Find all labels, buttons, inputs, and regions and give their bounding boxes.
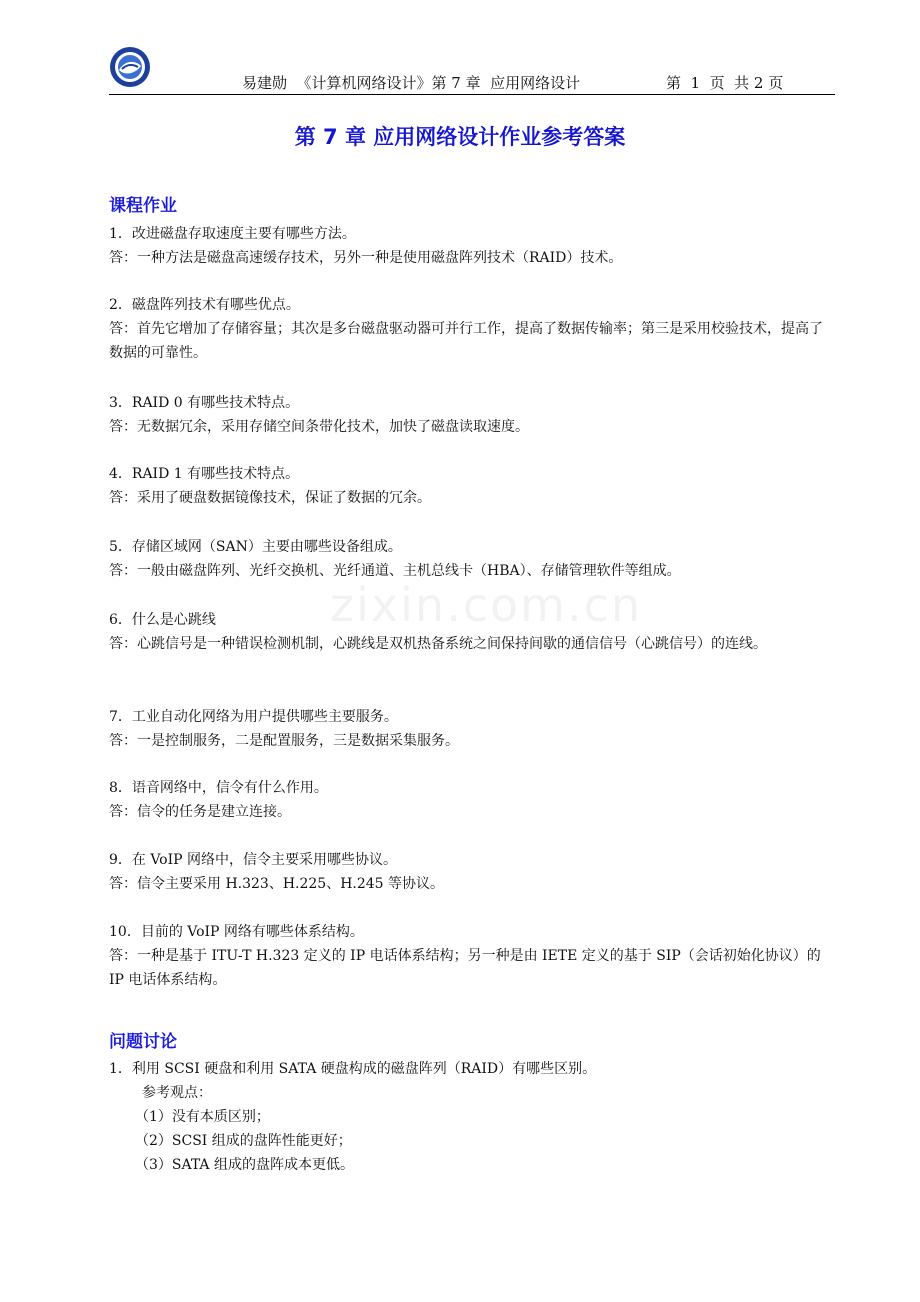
university-seal-icon bbox=[109, 46, 151, 88]
viewpoint-1: （1）没有本质区别； bbox=[135, 1109, 270, 1125]
qa-item-2 bbox=[109, 293, 835, 365]
viewpoint-2: （2）SCSI 组成的盘阵性能更好； bbox=[135, 1133, 352, 1149]
discussion-question: 1．利用 SCSI 硬盘和利用 SATA 硬盘构成的磁盘阵列（RAID）有哪些区别。 bbox=[109, 1061, 597, 1077]
qa-item-5 bbox=[109, 535, 835, 583]
qa-item-7 bbox=[109, 705, 835, 753]
question-text: 8．语音网络中，信令有什么作用。 bbox=[109, 780, 328, 796]
answer-text: 答：一种方法是磁盘高速缓存技术，另外一种是使用磁盘阵列技术（RAID）技术。 bbox=[109, 250, 623, 266]
qa-item-10 bbox=[109, 920, 835, 992]
qa-item-6 bbox=[109, 608, 835, 656]
question-text: 3．RAID 0 有哪些技术特点。 bbox=[109, 395, 300, 411]
answer-text: 答：首先它增加了存储容量；其次是多台磁盘驱动器可并行工作，提高了数据传输率；第三是采用校验技术，提高了数据的可靠性。 bbox=[109, 321, 823, 361]
question-text: 6．什么是心跳线 bbox=[109, 612, 216, 628]
qa-item-1 bbox=[109, 222, 835, 270]
section-heading-coursework: 课程作业 bbox=[109, 196, 177, 216]
answer-text: 答：一般由磁盘阵列、光纤交换机、光纤通道、主机总线卡（HBA）、存储管理软件等组成。 bbox=[109, 563, 681, 579]
qa-item-8 bbox=[109, 776, 835, 824]
watermark: zixin.com.cn bbox=[330, 578, 643, 632]
qa-item-9 bbox=[109, 848, 835, 896]
answer-text: 答：心跳信号是一种错误检测机制，心跳线是双机热备系统之间保持间歇的通信信号（心跳信号）的连线。 bbox=[109, 636, 767, 652]
answer-text: 答：一是控制服务，二是配置服务，三是数据采集服务。 bbox=[109, 733, 459, 749]
viewpoint-label: 参考观点： bbox=[142, 1085, 212, 1101]
answer-text: 答：采用了硬盘数据镜像技术，保证了数据的冗余。 bbox=[109, 490, 431, 506]
header-divider bbox=[109, 94, 835, 95]
qa-item-3 bbox=[109, 391, 835, 439]
question-text: 9．在 VoIP 网络中，信令主要采用哪些协议。 bbox=[109, 852, 398, 868]
page-title: 第 7 章 应用网络设计作业参考答案 bbox=[294, 125, 626, 149]
question-text: 5．存储区域网（SAN）主要由哪些设备组成。 bbox=[109, 539, 402, 555]
section-heading-discussion: 问题讨论 bbox=[109, 1032, 177, 1052]
header-page-number: 第 1 页 共 2 页 bbox=[666, 74, 784, 92]
question-text: 1．改进磁盘存取速度主要有哪些方法。 bbox=[109, 226, 356, 242]
viewpoint-3: （3）SATA 组成的盘阵成本更低。 bbox=[135, 1157, 354, 1173]
answer-text: 答：信令主要采用 H.323、H.225、H.245 等协议。 bbox=[109, 876, 445, 892]
question-text: 4．RAID 1 有哪些技术特点。 bbox=[109, 466, 300, 482]
question-text: 7．工业自动化网络为用户提供哪些主要服务。 bbox=[109, 709, 398, 725]
answer-text: 答：无数据冗余，采用存储空间条带化技术，加快了磁盘读取速度。 bbox=[109, 419, 529, 435]
answer-text: 答：一种是基于 ITU-T H.323 定义的 IP 电话体系结构；另一种是由 IETE 定义的基于 SIP（会话初始化协议）的 IP 电话体系结构。 bbox=[109, 948, 821, 988]
question-text: 2．磁盘阵列技术有哪些优点。 bbox=[109, 297, 300, 313]
answer-text: 答：信令的任务是建立连接。 bbox=[109, 804, 291, 820]
discussion-item-1 bbox=[109, 1057, 835, 1177]
header-document-title: 易建勋 《计算机网络设计》第 7 章 应用网络设计 bbox=[242, 74, 581, 92]
question-text: 10．目前的 VoIP 网络有哪些体系结构。 bbox=[109, 924, 364, 940]
qa-item-4 bbox=[109, 462, 835, 510]
